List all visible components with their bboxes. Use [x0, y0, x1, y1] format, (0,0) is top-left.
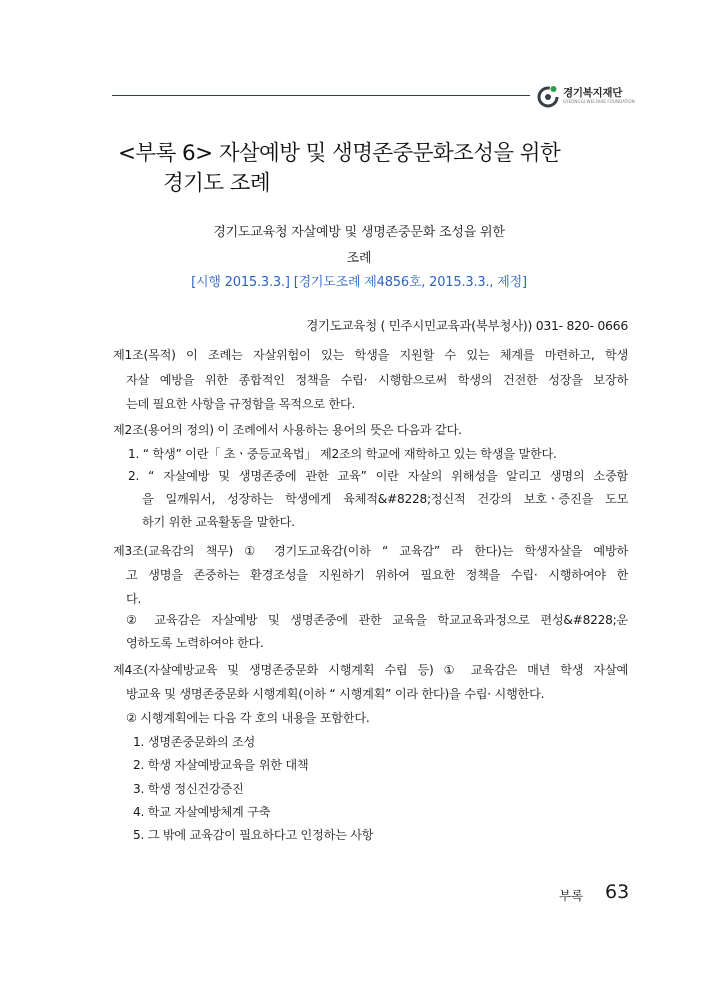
foundation-logo	[536, 83, 635, 109]
article-1-line1: 제1조(목적) 이 조례는 자살위험이 있는 학생을 지원할 수 있는 체계를 마련하고, 학생	[113, 348, 628, 362]
appendix-title-line1: <부록 6> 자살예방 및 생명존중문화조성을 위한	[118, 141, 561, 166]
article-4-line1: 제4조(자살예방교육 및 생명존중문화 시행계획 수립 등) ① 교육감은 매년 학생 자살예	[113, 663, 628, 677]
article-4-item1: 1. 생명존중문화의 조성	[133, 735, 256, 749]
page-number: 63	[605, 881, 630, 903]
article-3-line2: 고 생명을 존중하는 환경조성을 지원하기 위하여 필요한 정책을 수립· 시행하여야 한	[126, 568, 628, 582]
article-3-line3: 다.	[126, 592, 142, 606]
article-2-line1: 제2조(용어의 정의) 이 조례에서 사용하는 용어의 뜻은 다음과 같다.	[113, 423, 462, 437]
article-4-para2: ② 시행계획에는 다음 각 호의 내용을 포함한다.	[126, 711, 370, 725]
header-rule	[112, 95, 530, 96]
article-4-item3: 3. 학생 정신건강증진	[133, 782, 244, 796]
ordinance-title-line2: 조례	[346, 251, 372, 266]
article-2-item1: 1. “ 학생” 이란「 초ㆍ중등교육법」 제2조의 학교에 재학하고 있는 학생을 말한다.	[128, 447, 557, 461]
article-4-item2: 2. 학생 자살예방교육을 위한 대책	[133, 758, 309, 772]
footer-label: 부록	[559, 888, 584, 903]
article-2-item2-line3: 하기 위한 교육활동을 말한다.	[142, 515, 295, 529]
article-1-line2: 자살 예방을 위한 종합적인 정책을 수립· 시행함으로써 학생의 건전한 성장을 보장하	[126, 373, 628, 387]
article-2-item2-line2: 을 일깨워서, 성장하는 학생에게 육체적&#8228;정신적 건강의 보호ㆍ증진을 도모	[142, 492, 628, 506]
logo-subtitle: GYEONGGI WELFARE FOUNDATION	[563, 98, 635, 104]
appendix-title	[118, 139, 560, 199]
article-4-line2: 방교육 및 생명존중문화 시행계획(이하 “ 시행계획” 이라 한다)을 수립· 시행한다.	[126, 687, 545, 701]
department-contact: 경기도교육청 ( 민주시민교육과(북부청사)) 031- 820- 0666	[306, 318, 628, 333]
article-4-item5: 5. 그 밖에 교육감이 필요하다고 인정하는 사항	[133, 828, 374, 842]
appendix-title-line2: 경기도 조례	[163, 171, 271, 196]
article-4-item4: 4. 학교 자살예방체계 구축	[133, 805, 271, 819]
article-3-para2-line2: 영하도록 노력하여야 한다.	[126, 636, 264, 650]
ordinance-title-line1: 경기도교육청 자살예방 및 생명존중문화 조성을 위한	[213, 225, 505, 240]
article-1-line3: 는데 필요한 사항을 규정함을 목적으로 한다.	[126, 397, 356, 411]
foundation-logo-icon	[536, 84, 560, 108]
article-2-item2-line1: 2. “ 자살예방 및 생명존중에 관한 교육” 이란 자살의 위해성을 알리고 생명의 소중함	[128, 469, 628, 483]
enforcement-info: [시행 2015.3.3.] [경기도조례 제4856호, 2015.3.3., 제정]	[191, 275, 527, 290]
article-3-line1: 제3조(교육감의 책무) ① 경기도교육감(이하 “ 교육감” 라 한다)는 학생자살을 예방하	[113, 544, 628, 558]
article-3-para2-line1: ② 교육감은 자살예방 및 생명존중에 관한 교육을 학교교육과정으로 편성&#8228;운	[126, 613, 628, 627]
logo-name: 경기복지재단	[563, 87, 623, 100]
